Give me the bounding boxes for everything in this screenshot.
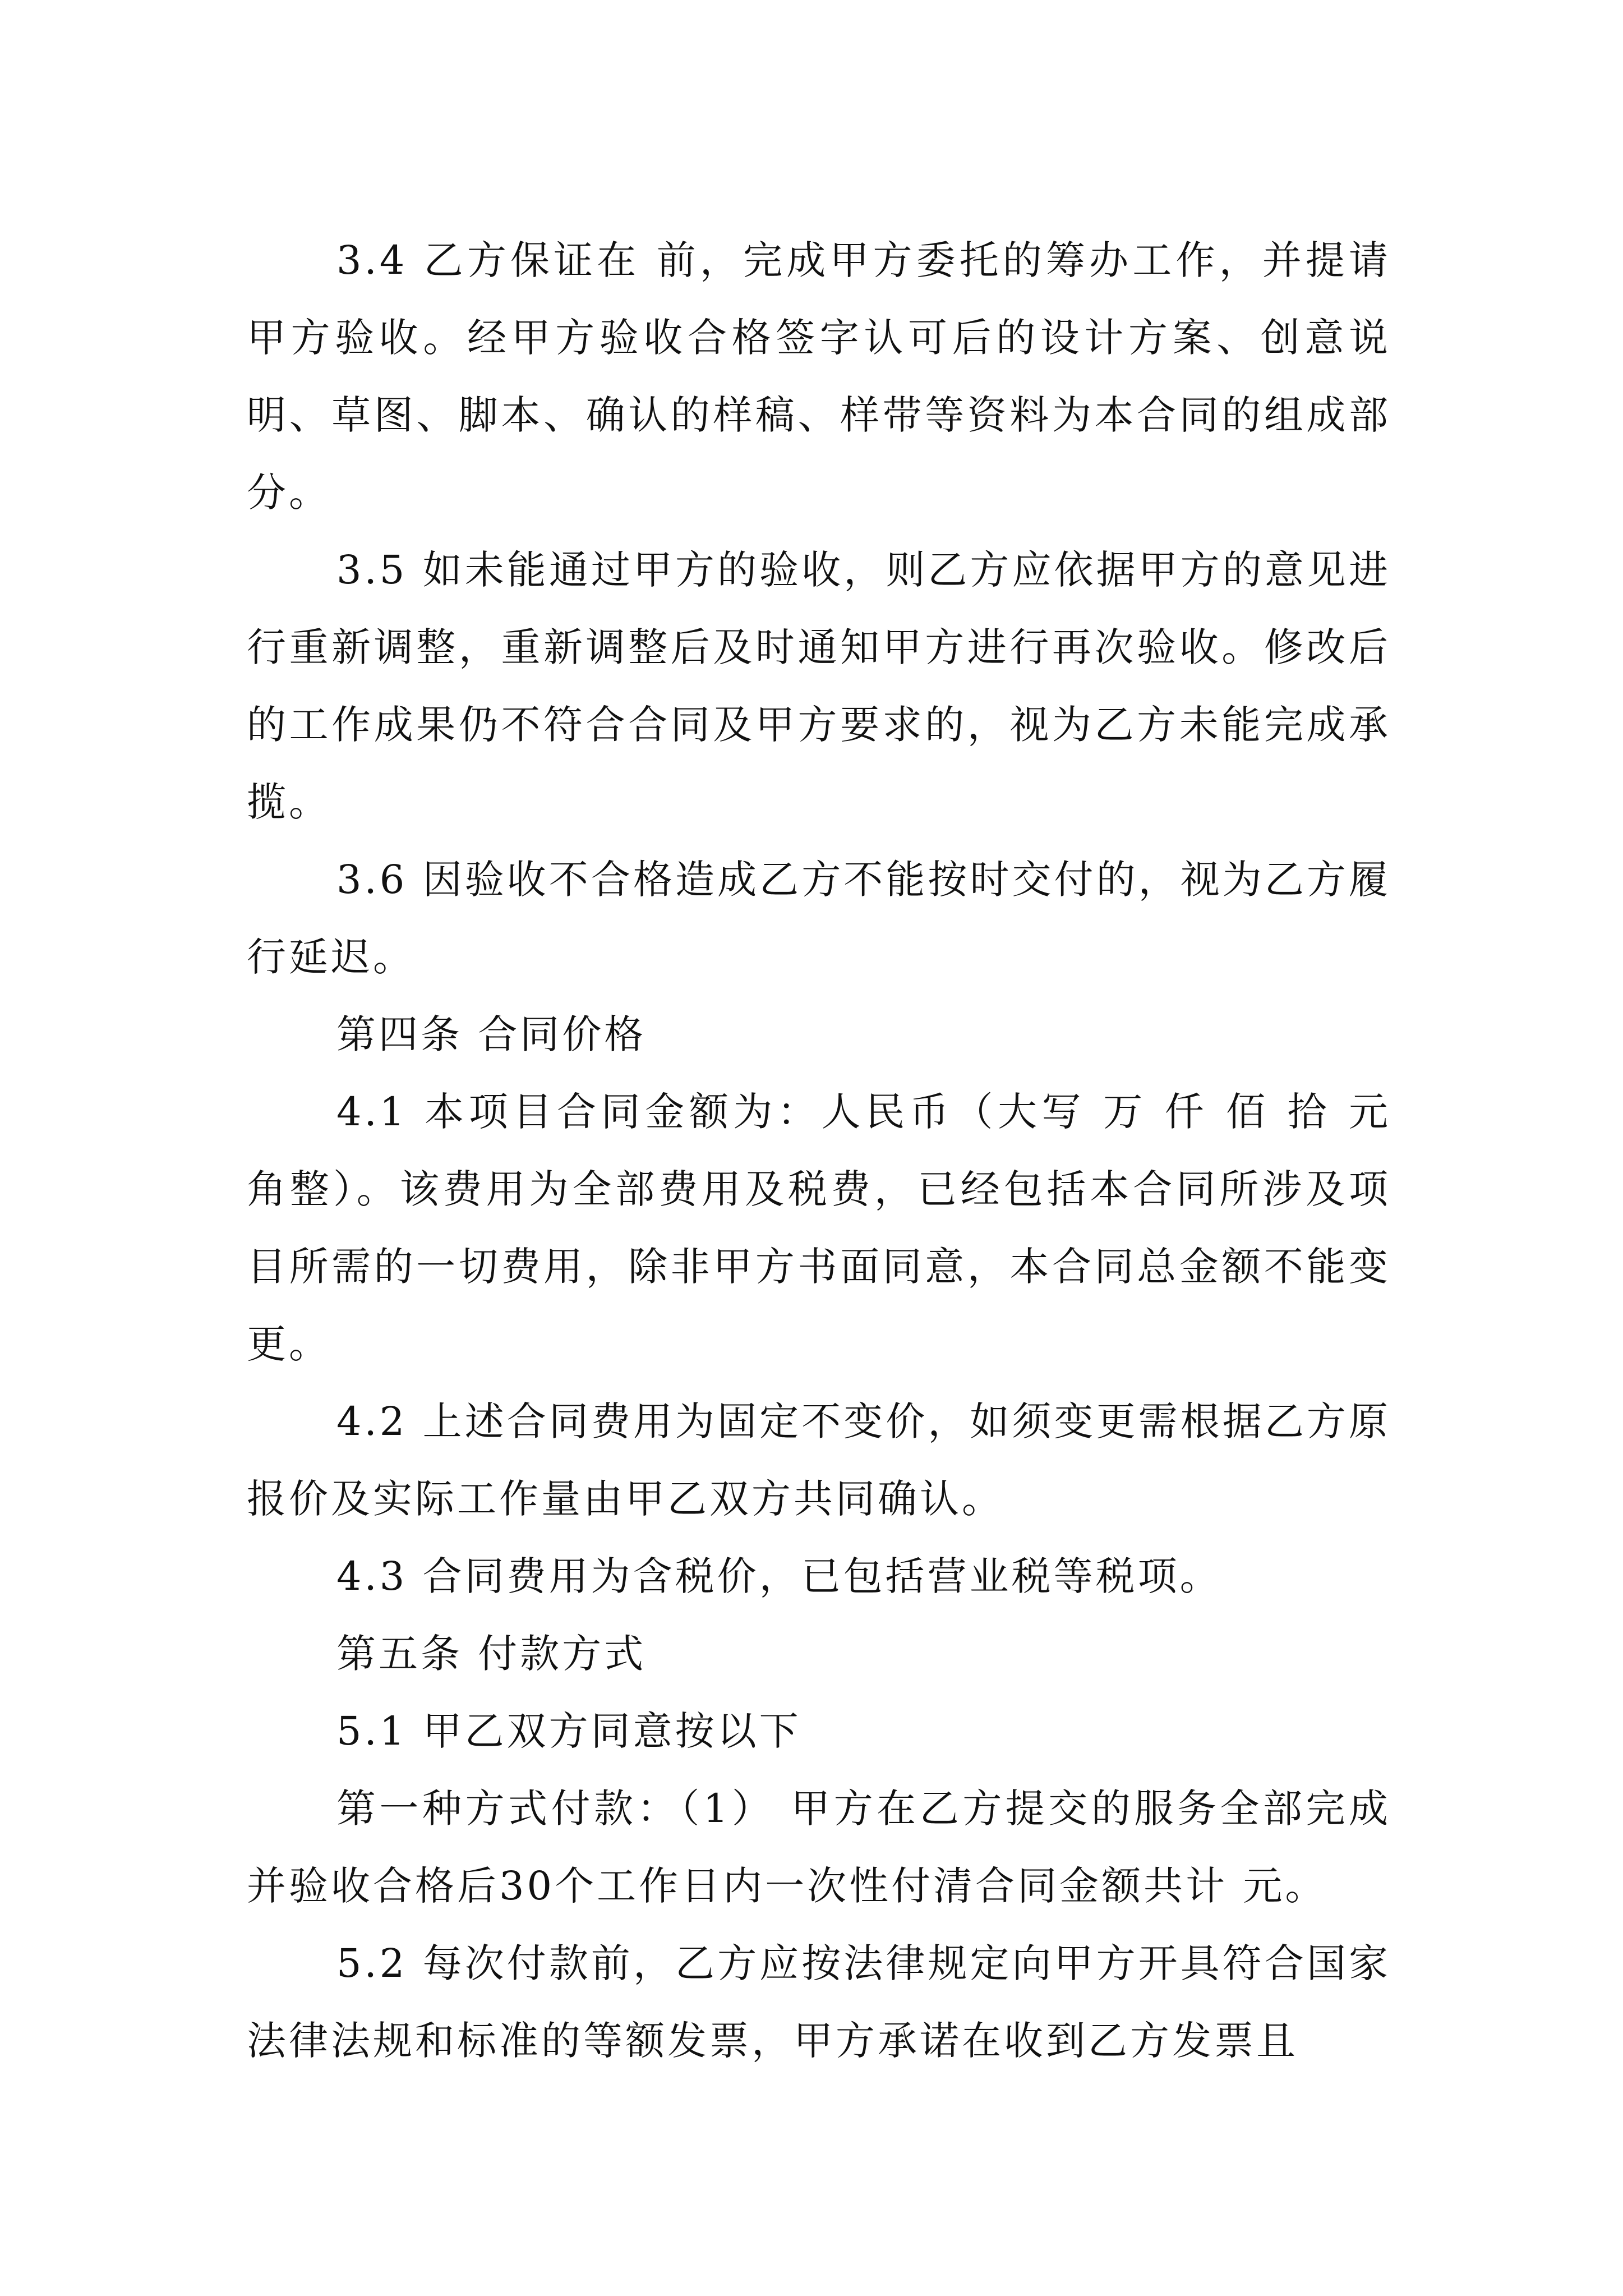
clause-5-1: 5.1 甲乙双方同意按以下 xyxy=(336,1708,801,1754)
clause-4-3: 4.3 合同费用为含税价，已包括营业税等税项。 xyxy=(336,1553,1222,1599)
clause-5-2: 5.2 每次付款前，乙方应按法律规定向甲方开具符合国家法律法规和标准的等额发票，甲方承诺在收到乙方发票且 xyxy=(247,1940,1391,2064)
document-body xyxy=(247,222,1391,2079)
clause-4-1: 4.1 本项目合同金额为：人民币（大写 万 仟 佰 拾 元 角整）。该费用为全部费用及税费，已经包括本合同所涉及项目所需的一切费用，除非甲方书面同意，本合同总金额不能变更。 xyxy=(247,1089,1391,1367)
clause-3-5: 3.5 如未能通过甲方的验收，则乙方应依据甲方的意见进行重新调整，重新调整后及时通知甲方进行再次验收。修改后的工作成果仍不符合合同及甲方要求的，视为乙方未能完成承揽。 xyxy=(247,547,1391,825)
clause-3-4: 3.4 乙方保证在 前，完成甲方委托的筹办工作，并提请甲方验收。经甲方验收合格签字认可后的设计方案、创意说明、草图、脚本、确认的样稿、样带等资料为本合同的组成部分。 xyxy=(247,237,1391,516)
article-4-heading: 第四条 合同价格 xyxy=(336,1011,647,1057)
article-5-heading: 第五条 付款方式 xyxy=(336,1631,647,1677)
clause-3-6: 3.6 因验收不合格造成乙方不能按时交付的，视为乙方履行延迟。 xyxy=(247,857,1391,980)
clause-5-1-method: 第一种方式付款：（1） 甲方在乙方提交的服务全部完成并验收合格后30个工作日内一次性付清合同金额共计 元。 xyxy=(247,1786,1391,1909)
clause-4-2: 4.2 上述合同费用为固定不变价，如须变更需根据乙方原报价及实际工作量由甲乙双方共同确认。 xyxy=(247,1398,1391,1522)
